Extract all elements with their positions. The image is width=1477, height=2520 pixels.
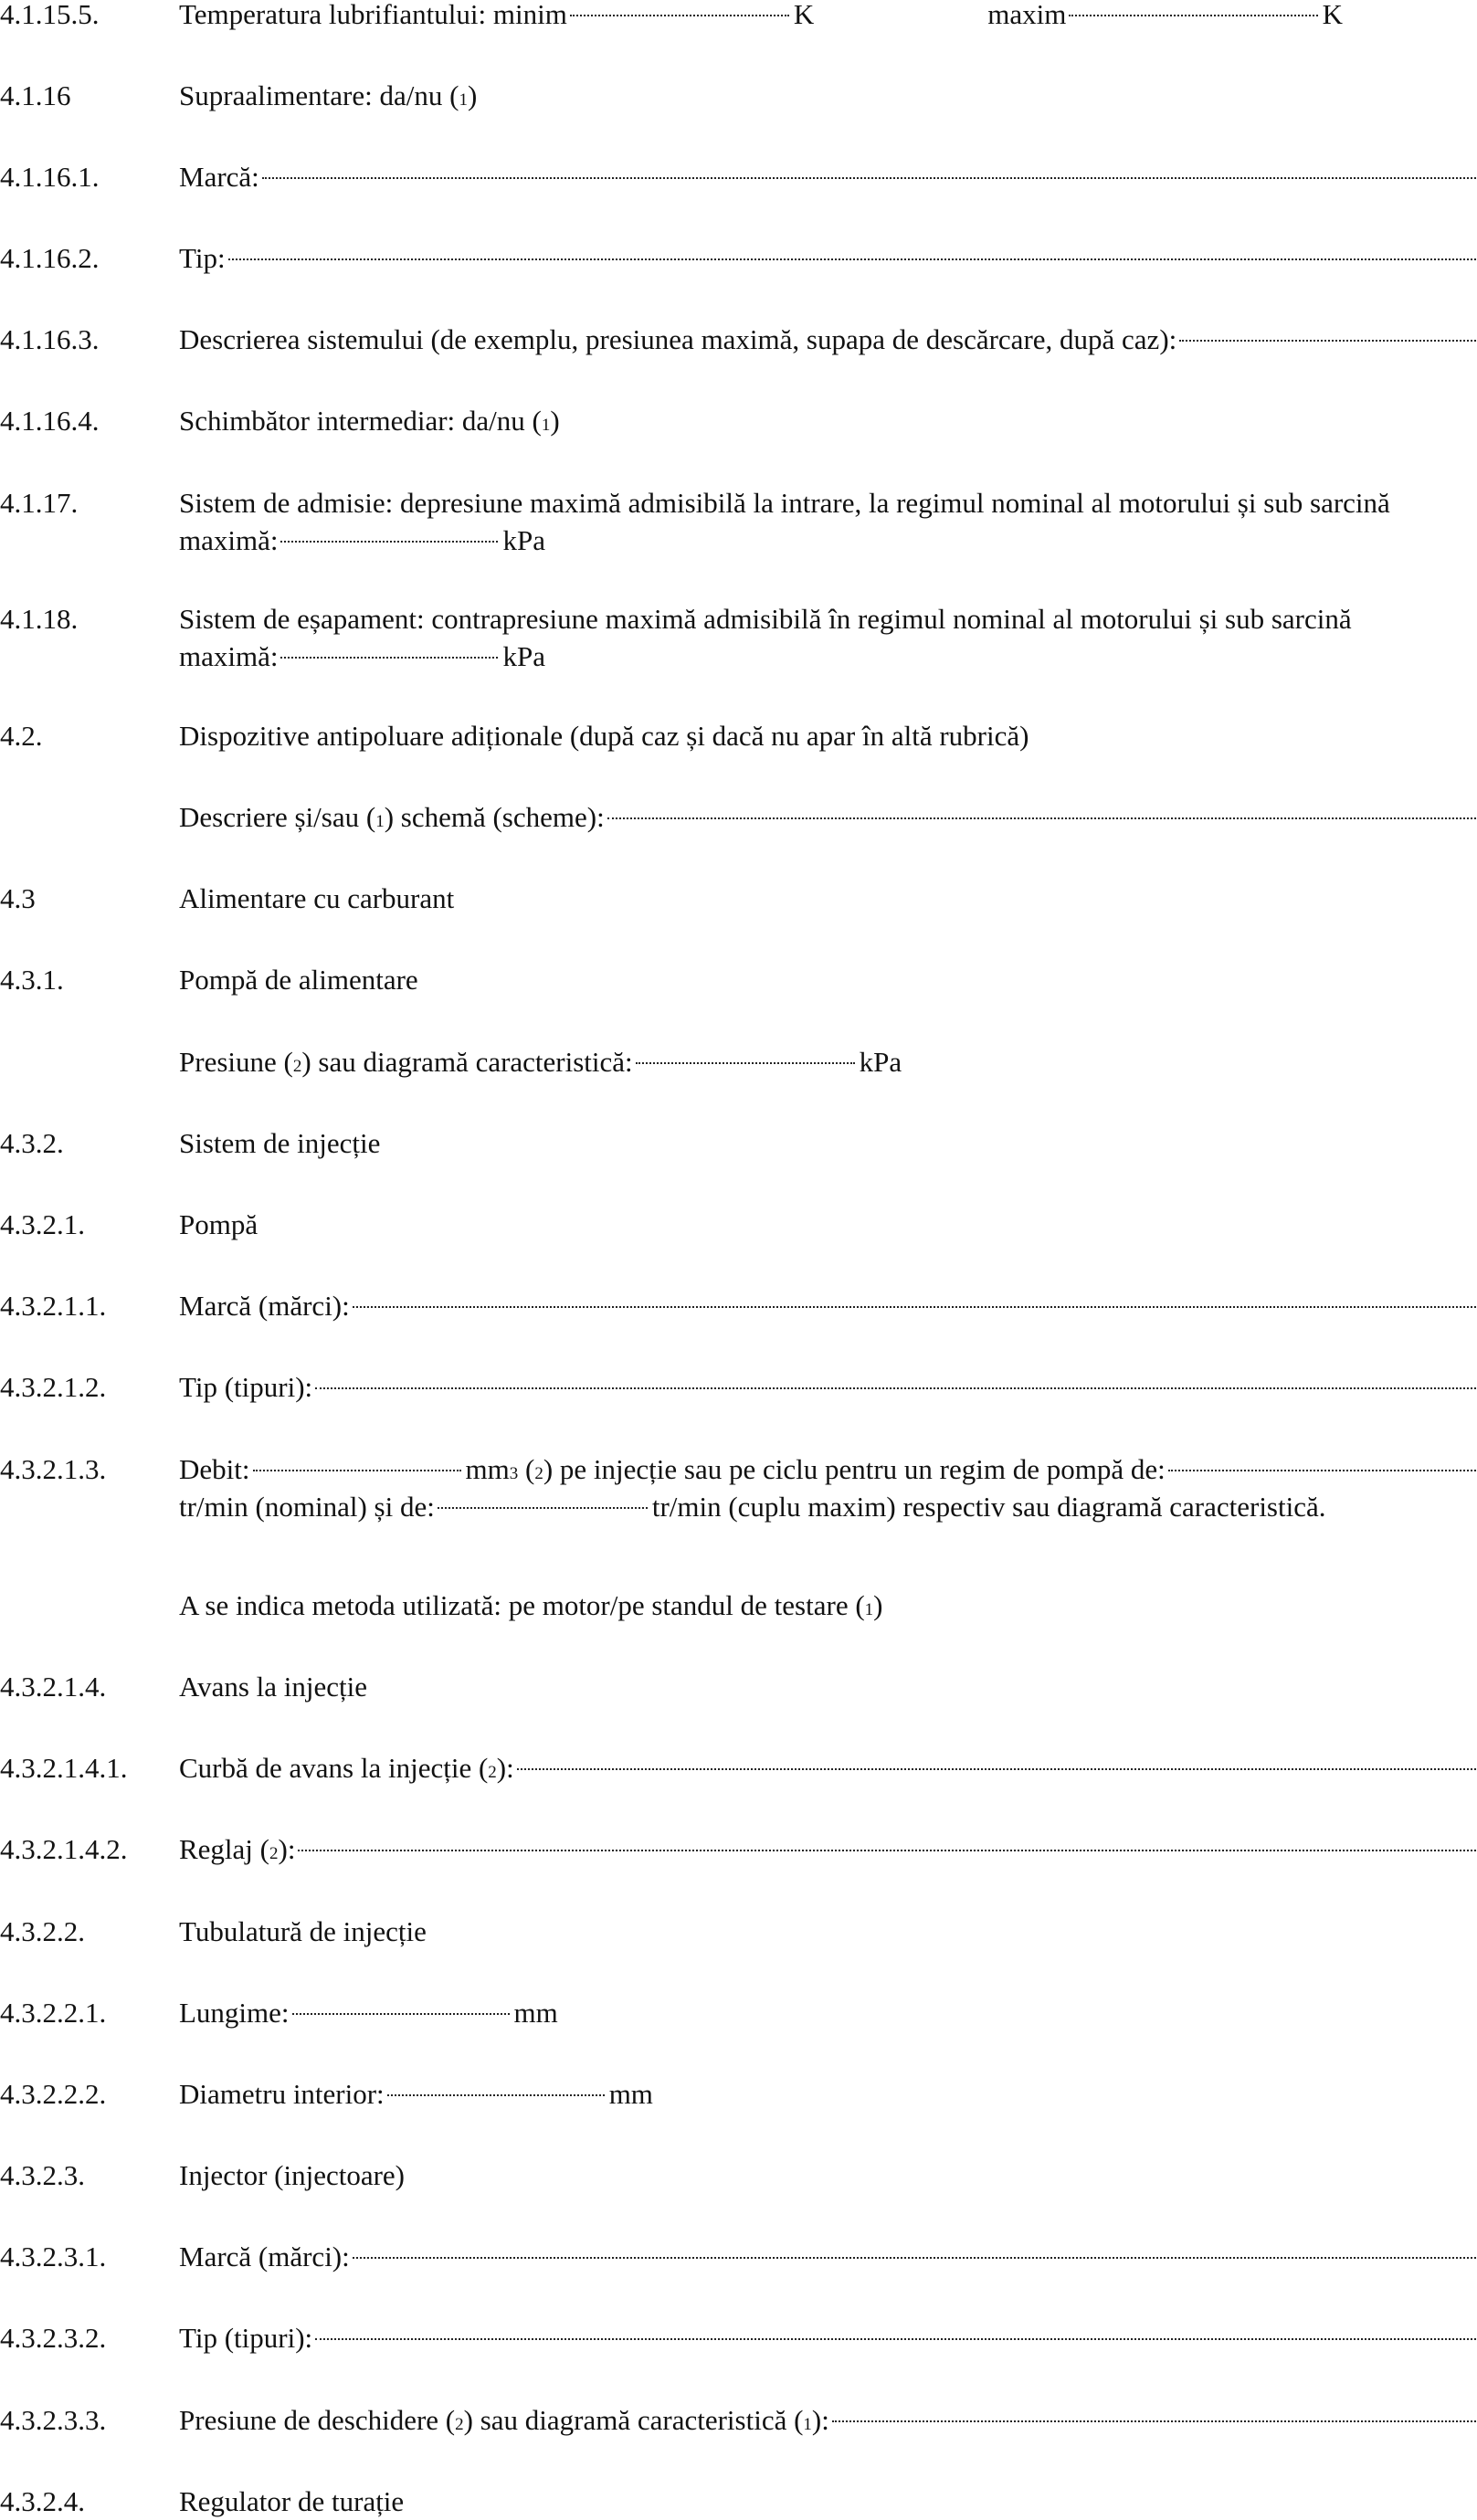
section-number: 4.1.17. [0, 487, 79, 519]
section-number: 4.1.16.3. [0, 323, 100, 355]
field-label: Sistem de eșapament: contrapresiune maximă admisibilă în regimul nominal al motorului și sub sarcină [179, 603, 1352, 635]
field-label: Descrierea sistemului (de exemplu, presiunea maximă, supapa de descărcare, după caz): [179, 323, 1177, 355]
field-label: ): [278, 1833, 296, 1865]
fill-in-line[interactable] [1179, 340, 1476, 342]
field-label: ) [550, 405, 560, 437]
section-number: 4.3.2.2. [0, 1915, 85, 1947]
section-number: 4.1.15.5. [0, 0, 100, 30]
section-number: 4.3.2.1.1. [0, 1290, 107, 1322]
field-label: ) sau diagramă caracteristică ( [463, 2404, 804, 2436]
field-label: ) schemă (scheme): [384, 801, 605, 833]
field-label: tr/min (cuplu maxim) respectiv sau diagramă caracteristică. [651, 1491, 1326, 1523]
section-number: 4.3.2.3. [0, 2159, 85, 2191]
field-label: Descriere și/sau ( [179, 801, 376, 833]
fill-in-line[interactable] [832, 2420, 1476, 2422]
fill-in-blank[interactable] [570, 15, 789, 16]
field-label: Tip (tipuri): [179, 1371, 313, 1403]
field-label: maxim [987, 0, 1067, 30]
section-number: 4.3.2.1.4. [0, 1671, 107, 1703]
field-label: Presiune de deschidere ( [179, 2404, 456, 2436]
fill-in-line[interactable] [315, 2338, 1476, 2340]
field-label: ) [873, 1589, 883, 1621]
fill-in-blank[interactable] [253, 1470, 461, 1471]
section-number: 4.3.2.2.1. [0, 1997, 107, 2029]
section-heading: Dispozitive antipoluare adiționale (după caz și dacă nu apar în altă rubrică) [179, 720, 1029, 752]
field-label: Tip (tipuri): [179, 2322, 313, 2354]
fill-in-blank[interactable] [387, 2094, 605, 2096]
fill-in-line[interactable] [262, 177, 1476, 179]
section-number: 4.3.2.1.3. [0, 1453, 107, 1485]
field-label: Supraalimentare: da/nu ( [179, 79, 459, 111]
field-label: Sistem de admisie: depresiune maximă admisibilă la intrare, la regimul nominal al motorului și sub sarcină [179, 487, 1390, 519]
fill-in-blank[interactable] [1069, 15, 1317, 16]
field-label: Tip: [179, 242, 226, 274]
fill-in-line[interactable] [353, 2257, 1476, 2259]
section-number: 4.1.16.1. [0, 161, 100, 193]
fill-in-blank[interactable] [280, 657, 498, 659]
field-label: Temperatura lubrifiantului: minim [179, 0, 567, 30]
section-heading: Regulator de turație [179, 2485, 405, 2517]
field-label: Diametru interior: [179, 2078, 385, 2110]
field-label: Reglaj ( [179, 1833, 269, 1865]
field-label: Schimbător intermediar: da/nu ( [179, 405, 542, 437]
section-number: 4.3.2.4. [0, 2485, 85, 2517]
field-label: maximă: [179, 524, 279, 556]
fill-in-blank[interactable] [1168, 1470, 1476, 1471]
section-number: 4.1.16 [0, 79, 71, 111]
fill-in-line[interactable] [517, 1768, 1476, 1770]
fill-in-line[interactable] [607, 817, 1476, 819]
unit-label: mm [465, 1453, 510, 1485]
unit-label: kPa [502, 524, 545, 556]
section-number: 4.1.16.2. [0, 242, 100, 274]
section-number: 4.3.2.1.4.2. [0, 1833, 128, 1865]
section-heading: Injector (injectoare) [179, 2159, 405, 2191]
unit-label: kPa [859, 1046, 902, 1078]
fill-in-blank[interactable] [636, 1062, 855, 1064]
section-number: 4.3 [0, 882, 36, 914]
field-label: A se indica metoda utilizată: pe motor/pe standul de testare ( [179, 1589, 865, 1621]
unit-label: mm [513, 1997, 558, 2029]
field-label: ) pe injecție sau pe ciclu pentru un regim de pompă de: [543, 1453, 1166, 1485]
field-label: ( [518, 1453, 535, 1485]
fill-in-blank[interactable] [292, 2013, 510, 2015]
unit-label: mm [608, 2078, 653, 2110]
fill-in-line[interactable] [315, 1387, 1476, 1389]
section-number: 4.2. [0, 720, 43, 752]
field-label: Marcă: [179, 161, 259, 193]
section-number: 4.3.2.1.2. [0, 1371, 107, 1403]
field-label: ) sau diagramă caracteristică: [301, 1046, 633, 1078]
section-number: 4.3.1. [0, 964, 64, 996]
section-number: 4.3.2.1. [0, 1208, 85, 1240]
field-label: Marcă (mărci): [179, 1290, 350, 1322]
unit-label: K [1322, 0, 1343, 30]
fill-in-line[interactable] [298, 1850, 1476, 1851]
section-number: 4.3.2.3.3. [0, 2404, 107, 2436]
section-heading: Pompă de alimentare [179, 964, 418, 996]
field-label: ): [811, 2404, 829, 2436]
section-heading: Alimentare cu carburant [179, 882, 455, 914]
section-heading: Pompă [179, 1208, 258, 1240]
section-heading: Tubulatură de injecție [179, 1915, 427, 1947]
section-heading: Sistem de injecție [179, 1127, 381, 1159]
fill-in-blank[interactable] [438, 1507, 648, 1509]
section-number: 4.3.2.3.1. [0, 2241, 107, 2272]
fill-in-line[interactable] [353, 1306, 1476, 1308]
section-number: 4.1.18. [0, 603, 79, 635]
field-label: ): [496, 1752, 514, 1784]
field-label: Marcă (mărci): [179, 2241, 350, 2272]
field-label: Lungime: [179, 1997, 290, 2029]
field-label: Debit: [179, 1453, 250, 1485]
section-number: 4.3.2. [0, 1127, 64, 1159]
field-label: ) [467, 79, 478, 111]
unit-label: kPa [502, 640, 545, 672]
unit-label: K [793, 0, 815, 30]
field-label: tr/min (nominal) și de: [179, 1491, 435, 1523]
fill-in-blank[interactable] [280, 541, 498, 543]
field-label: Curbă de avans la injecție ( [179, 1752, 489, 1784]
section-number: 4.3.2.3.2. [0, 2322, 107, 2354]
section-number: 4.3.2.1.4.1. [0, 1752, 128, 1784]
section-number: 4.1.16.4. [0, 405, 100, 437]
section-heading: Avans la injecție [179, 1671, 368, 1703]
section-number: 4.3.2.2.2. [0, 2078, 107, 2110]
field-label: Presiune ( [179, 1046, 293, 1078]
field-label: maximă: [179, 640, 279, 672]
fill-in-line[interactable] [228, 258, 1476, 260]
